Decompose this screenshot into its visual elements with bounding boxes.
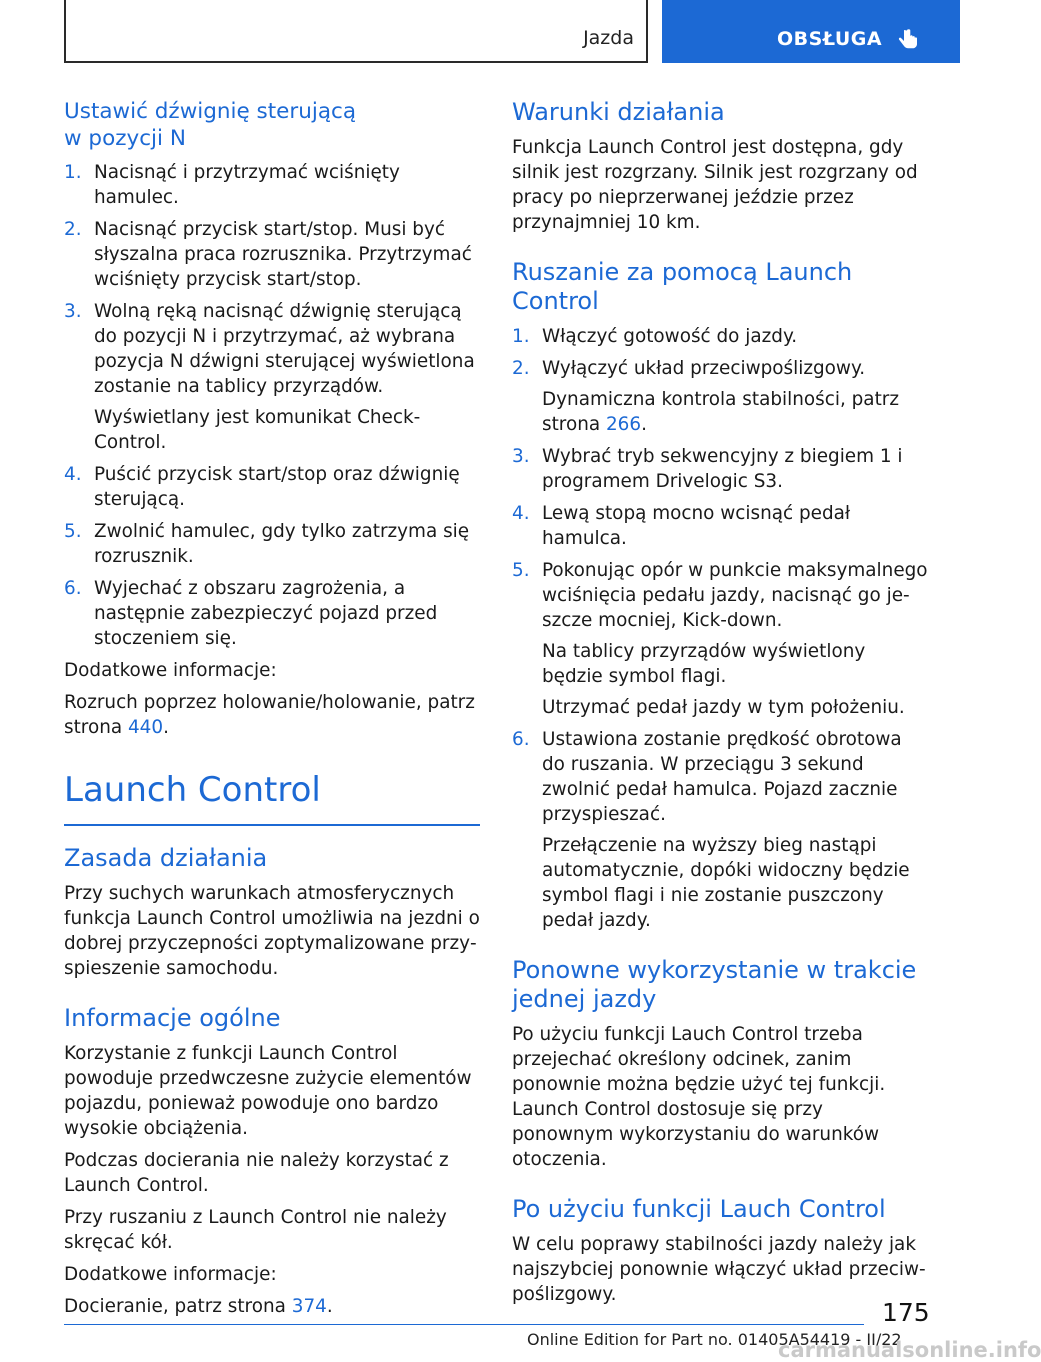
list-item [64, 462, 480, 512]
step-text: Nacisnąć przycisk start/stop. Musi być słyszalna praca rozrusznika. Przytrzymać wciśnięty przycisk start/stop. [94, 219, 472, 290]
edition-text: Online Edition for Part no. 01405A54419 - II/22 [527, 1330, 902, 1349]
reuse-text: Po użyciu funkcji Lauch Control trzeba przejechać określony odcinek, zanim ponownie można będzie użyć tej funkcji. Launch Control dostosuje się przy ponownym wykorzystaniu do warunków otoczenia. [512, 1024, 886, 1170]
step-number: 6. [512, 729, 530, 750]
towing-text: Rozruch poprzez holowanie/holowanie, patrz strona [64, 692, 475, 738]
step-text: Puścić przycisk start/stop oraz dźwignię sterującą. [94, 464, 460, 510]
conditions-text: Funkcja Launch Control jest dostępna, gdy silnik jest rozgrzany. Silnik jest rozgrzany od pracy po nieprzerwanej jeździe przez przynajmniej 10 km. [512, 137, 918, 233]
step-text: Pokonując opór w punkcie maksymalnego wciśnięcia pedału jazdy, nacisnąć go jeszcze mocniej, Kick-down. [542, 560, 928, 631]
step-note-text: Dynamiczna kontrola stabilności, patrz strona [542, 389, 900, 435]
neutral-steps-list [64, 160, 480, 651]
step-text: Wyłączyć układ przeciwpoślizgowy. [542, 358, 866, 379]
list-item [512, 727, 928, 933]
more-info-label: Dodatkowe informacje: [64, 660, 277, 681]
general-more-info-label: Dodatkowe informacje: [64, 1263, 277, 1285]
step-note [542, 387, 928, 437]
principle-text: Przy suchych warunkach atmosferycznych funkcja Launch Control umożliwia na jezdni o dobrej przyczepności zoptymalizowane przyspieszenie samochodu. [64, 882, 480, 979]
list-item [64, 299, 480, 455]
step-number: 2. [512, 358, 530, 379]
step-number: 6. [64, 578, 82, 599]
step-text: Nacisnąć i przytrzymać wciśnięty hamulec. [94, 162, 400, 208]
list-item [512, 501, 928, 551]
general-paragraph-1: Korzystanie z funkcji Launch Control powoduje przedwczesne zużycie elementów pojazdu, ponieważ powoduje ono bardzo wysokie obciążenia. [64, 1042, 472, 1139]
start-title: Ruszanie za pomocą Launch Control [512, 258, 853, 315]
step-number: 1. [512, 326, 530, 347]
page-number: 175 [882, 1298, 930, 1327]
step-text: Wyjechać z obszaru zagrożenia, a następnie zabezpieczyć pojazd przed stoczeniem się. [94, 578, 438, 649]
left-column [64, 98, 480, 1326]
launch-control-title: Launch Control [64, 770, 321, 810]
step-number: 1. [64, 162, 82, 183]
step-text: Włączyć gotowość do jazdy. [542, 326, 798, 347]
header-section-title: Jazda [583, 27, 634, 49]
list-item [512, 558, 928, 720]
step-number: 5. [64, 521, 82, 542]
step-text: Wybrać tryb sekwencyjny z biegiem 1 i programem Drivelogic S3. [542, 446, 903, 492]
step-note: Przełączenie na wyższy bieg nastąpi automatycznie, dopóki widoczny będzie symbol flagi i nie zostanie puszczony pedał jazdy. [542, 835, 910, 931]
header-section-box [64, 0, 648, 63]
break-in-reference: Docieranie, patrz strona 374. [64, 1295, 333, 1317]
step-number: 2. [64, 219, 82, 240]
title-divider [64, 824, 480, 826]
step-note: Wyświetlany jest komunikat Check-Control. [94, 407, 421, 453]
hand-pointer-icon [895, 28, 921, 54]
list-item [512, 324, 928, 349]
step-note-end: . [641, 414, 647, 435]
general-paragraph-3: Przy ruszaniu z Launch Control nie należy skręcać kół. [64, 1206, 447, 1253]
conditions-title: Warunki działania [512, 98, 725, 126]
step-text: Zwolnić hamulec, gdy tylko zatrzyma się rozrusznik. [94, 521, 470, 567]
step-note: Na tablicy przyrządów wyświetlony będzie symbol flagi. [542, 641, 866, 687]
header-chapter-title: OBSŁUGA [777, 28, 883, 50]
principle-title: Zasada działania [64, 843, 268, 872]
subsection-title-neutral: Ustawić dźwignię sterującą w pozycji N [64, 99, 357, 151]
list-item [64, 217, 480, 292]
launch-steps-list [512, 324, 928, 933]
list-item [64, 576, 480, 651]
towing-page-link[interactable]: 440 [127, 717, 164, 738]
break-in-page-link[interactable]: 374 [291, 1295, 327, 1317]
reuse-title: Ponowne wykorzystanie w trakcie jednej jazdy [512, 956, 917, 1013]
right-column [512, 98, 928, 1314]
step-text: Wolną ręką nacisnąć dźwignię sterującą do pozycji N i przytrzymać, aż wybrana pozycja N dźwigni sterującej wyświetlona zostanie na tablicy przyrządów. [94, 301, 475, 397]
after-use-text: W celu poprawy stabilności jazdy należy jak najszybciej ponownie włączyć układ przeciwpoślizgowy. [512, 1234, 926, 1305]
towing-reference: Rozruch poprzez holowanie/holowanie, patrz strona 440. [64, 692, 475, 738]
after-use-title: Po użyciu funkcji Lauch Control [512, 1195, 886, 1223]
step-number: 5. [512, 560, 530, 581]
step-number: 4. [512, 503, 530, 524]
footer-divider [64, 1324, 864, 1325]
list-item [64, 519, 480, 569]
step-text: Ustawiona zostanie prędkość obrotowa do ruszania. W przeciągu 3 sekund zwolnić pedał hamulca. Pojazd zacznie przyspieszać. [542, 729, 902, 825]
general-info-title: Informacje ogólne [64, 1003, 281, 1032]
header-chapter-box [662, 0, 960, 63]
list-item [64, 160, 480, 210]
step-number: 4. [64, 464, 82, 485]
list-item [512, 356, 928, 437]
stability-page-link[interactable]: 266 [605, 414, 642, 435]
step-number: 3. [64, 301, 82, 322]
general-paragraph-2: Podczas docierania nie należy korzystać z Launch Control. [64, 1149, 449, 1196]
watermark: carmanualsonline.info [778, 1338, 1041, 1362]
break-in-text: Docieranie, patrz strona [64, 1295, 292, 1317]
list-item [512, 444, 928, 494]
step-text: Lewą stopą mocno wcisnąć pedał hamulca. [542, 503, 851, 549]
step-note: Utrzymać pedał jazdy w tym położeniu. [542, 697, 905, 718]
step-number: 3. [512, 446, 530, 467]
